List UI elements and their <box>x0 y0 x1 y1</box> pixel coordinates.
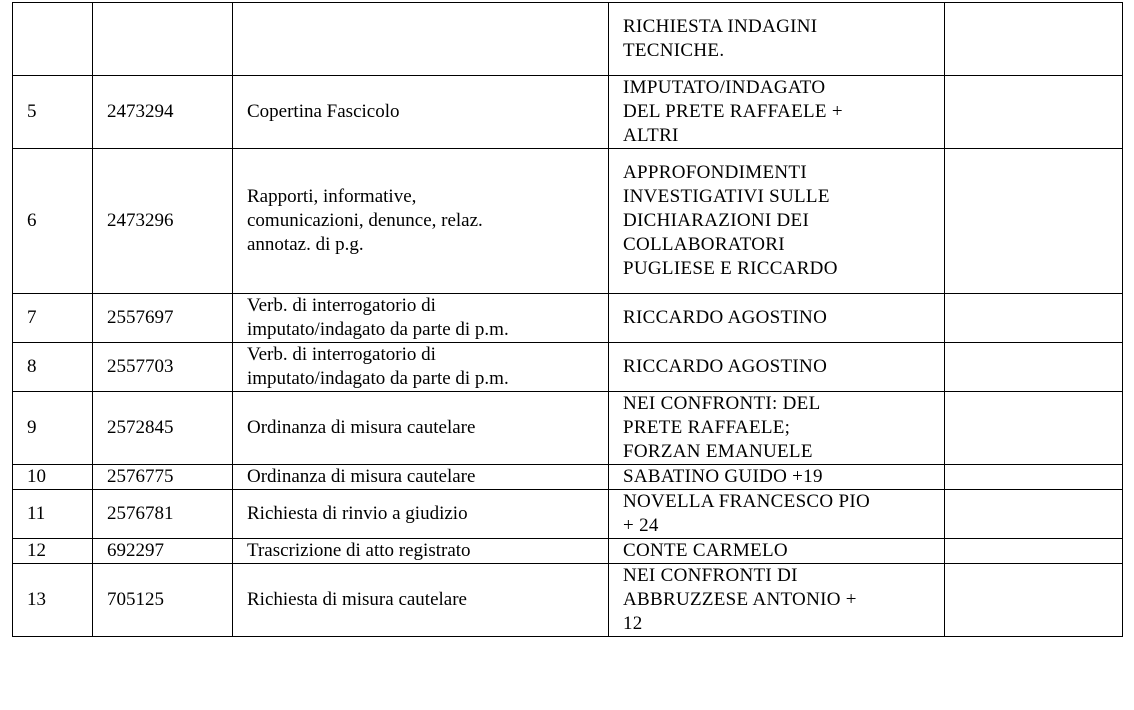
document-type: Trascrizione di atto registrato <box>233 539 609 564</box>
row-number: 5 <box>13 76 93 149</box>
table-row <box>13 3 1123 76</box>
empty-cell <box>945 490 1123 539</box>
document-table <box>12 2 1123 637</box>
document-notes: NEI CONFRONTI: DEL PRETE RAFFAELE; FORZAN EMANUELE <box>609 392 945 465</box>
document-notes: CONTE CARMELO <box>609 539 945 564</box>
document-code: 2473294 <box>93 76 233 149</box>
row-number: 7 <box>13 294 93 343</box>
document-type: Verb. di interrogatorio di imputato/indagato da parte di p.m. <box>233 343 609 392</box>
document-notes: NOVELLA FRANCESCO PIO + 24 <box>609 490 945 539</box>
row-number: 8 <box>13 343 93 392</box>
table-row <box>13 465 1123 490</box>
table-row <box>13 392 1123 465</box>
empty-cell <box>945 564 1123 637</box>
document-code: 2473296 <box>93 149 233 294</box>
document-notes: RICCARDO AGOSTINO <box>609 294 945 343</box>
row-number <box>13 3 93 76</box>
document-code: 2557703 <box>93 343 233 392</box>
empty-cell <box>945 465 1123 490</box>
document-code: 2557697 <box>93 294 233 343</box>
document-notes: SABATINO GUIDO +19 <box>609 465 945 490</box>
document-type: Rapporti, informative, comunicazioni, denunce, relaz. annotaz. di p.g. <box>233 149 609 294</box>
row-number: 11 <box>13 490 93 539</box>
document-code: 692297 <box>93 539 233 564</box>
table-row <box>13 149 1123 294</box>
document-code: 2576775 <box>93 465 233 490</box>
document-notes: RICHIESTA INDAGINI TECNICHE. <box>609 3 945 76</box>
row-number: 9 <box>13 392 93 465</box>
document-code: 2572845 <box>93 392 233 465</box>
document-code: 705125 <box>93 564 233 637</box>
empty-cell <box>945 294 1123 343</box>
table-row <box>13 343 1123 392</box>
table-row <box>13 76 1123 149</box>
row-number: 12 <box>13 539 93 564</box>
document-notes: NEI CONFRONTI DI ABBRUZZESE ANTONIO + 12 <box>609 564 945 637</box>
document-type: Richiesta di rinvio a giudizio <box>233 490 609 539</box>
document-type: Ordinanza di misura cautelare <box>233 392 609 465</box>
table-row <box>13 490 1123 539</box>
row-number: 6 <box>13 149 93 294</box>
document-type: Ordinanza di misura cautelare <box>233 465 609 490</box>
document-type: Richiesta di misura cautelare <box>233 564 609 637</box>
document-type: Verb. di interrogatorio di imputato/indagato da parte di p.m. <box>233 294 609 343</box>
empty-cell <box>945 149 1123 294</box>
table-row <box>13 294 1123 343</box>
document-type <box>233 3 609 76</box>
empty-cell <box>945 343 1123 392</box>
document-code <box>93 3 233 76</box>
row-number: 10 <box>13 465 93 490</box>
document-notes: APPROFONDIMENTI INVESTIGATIVI SULLE DICHIARAZIONI DEI COLLABORATORI PUGLIESE E RICCARDO <box>609 149 945 294</box>
empty-cell <box>945 3 1123 76</box>
empty-cell <box>945 76 1123 149</box>
row-number: 13 <box>13 564 93 637</box>
document-notes: IMPUTATO/INDAGATO DEL PRETE RAFFAELE + ALTRI <box>609 76 945 149</box>
document-code: 2576781 <box>93 490 233 539</box>
document-notes: RICCARDO AGOSTINO <box>609 343 945 392</box>
table-row <box>13 539 1123 564</box>
document-type: Copertina Fascicolo <box>233 76 609 149</box>
empty-cell <box>945 392 1123 465</box>
table-row <box>13 564 1123 637</box>
empty-cell <box>945 539 1123 564</box>
